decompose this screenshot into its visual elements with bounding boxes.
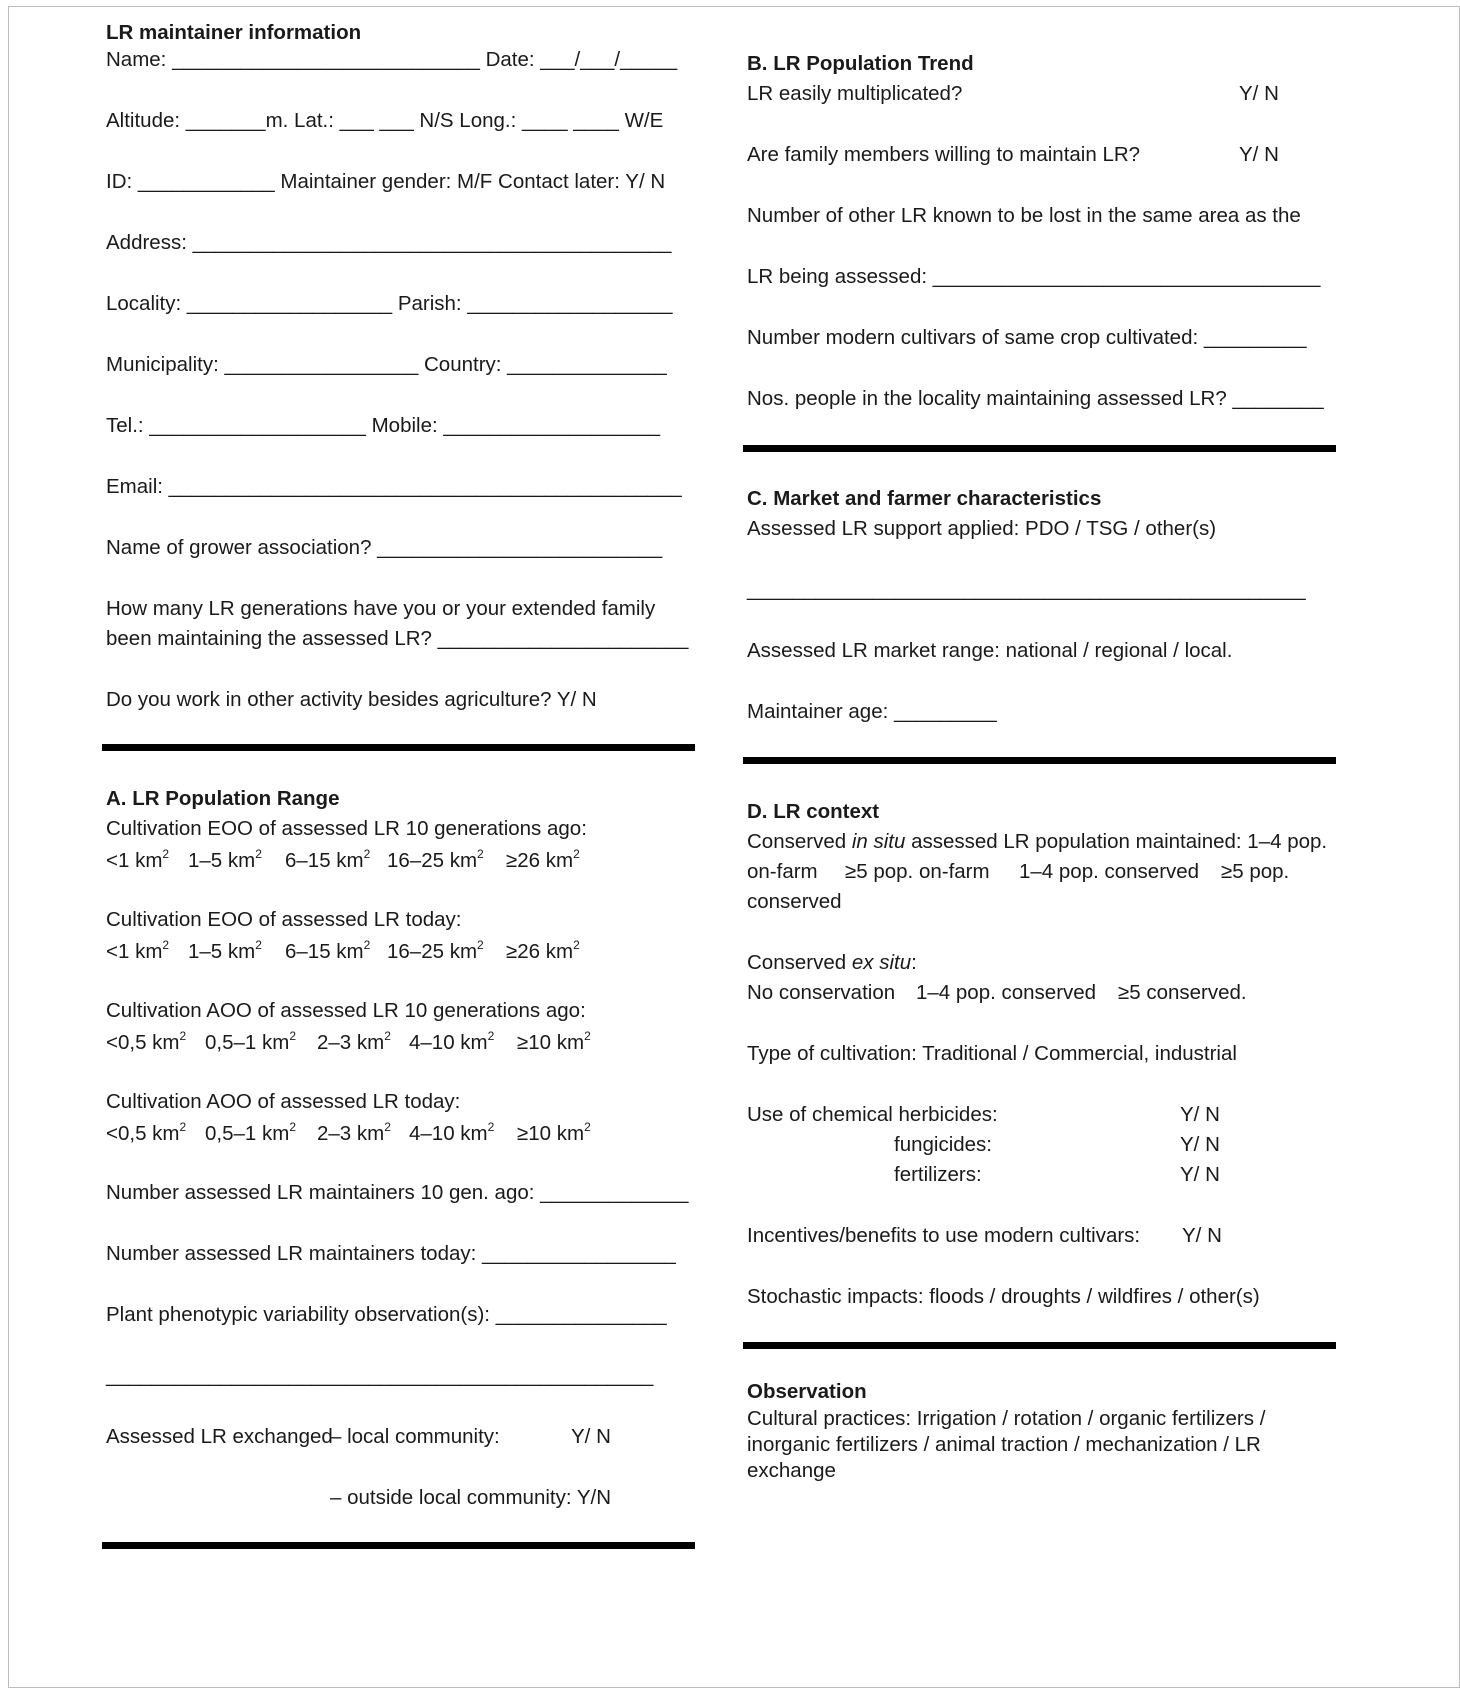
aoo-today-option: 0,5–1 $km^2$ (205, 1120, 297, 1145)
email-field: Email: _____________________________________________ (106, 475, 682, 498)
section-divider (743, 1342, 1336, 1349)
incentives-label: Incentives/benefits to use modern cultivars: (747, 1224, 1141, 1247)
in-situ-option: 1–4 pop. conserved (1019, 860, 1200, 883)
municipality-country-field: Municipality: _________________ Country: ______________ (106, 353, 667, 376)
generations-question-line2: been maintaining the assessed LR? ______________________ (106, 627, 689, 650)
ex-situ-question: Conserved ex situ: (747, 951, 917, 974)
section-b-heading: B. LR Population Trend (747, 52, 974, 75)
ex-situ-option: 1–4 pop. conserved (916, 981, 1097, 1004)
fungicides-yn: Y/ N (1180, 1133, 1220, 1156)
section-d-heading: D. LR context (747, 800, 880, 823)
survey-form-page (8, 6, 1460, 1688)
eoo-today-option: 16–25 $km^2$ (387, 938, 484, 963)
support-applied-field: Assessed LR support applied: PDO / TSG / other(s) (747, 517, 1217, 540)
family-willing-yn: Y/ N (1239, 143, 1279, 166)
eoo-past-option: 6–15 $km^2$ (285, 847, 371, 872)
name-date-field: Name: ___________________________ Date: ___/___/_____ (106, 48, 678, 71)
eoo-today-option: ≥26 $km^2$ (506, 938, 580, 963)
aoo-past-option: 2–3 $km^2$ (317, 1029, 391, 1054)
aoo-today-option: 2–3 $km^2$ (317, 1120, 391, 1145)
herbicides-label: Use of chemical herbicides: (747, 1103, 998, 1126)
aoo-today-option: ≥10 $km^2$ (517, 1120, 591, 1145)
incentives-yn: Y/ N (1182, 1224, 1222, 1247)
exchanged-local-label: – local community: (330, 1425, 500, 1448)
other-activity-question: Do you work in other activity besides agriculture? Y/ N (106, 688, 597, 711)
eoo-past-option: <1 $km^2$ (106, 847, 170, 872)
eoo-past-option: ≥26 $km^2$ (506, 847, 580, 872)
grower-association-field: Name of grower association? _________________________ (106, 536, 663, 559)
in-situ-last-word: conserved (747, 890, 842, 913)
observation-heading: Observation (747, 1380, 867, 1403)
exchanged-label: Assessed LR exchanged (106, 1425, 333, 1448)
tel-mobile-field: Tel.: ___________________ Mobile: ___________________ (106, 414, 661, 437)
market-range-field: Assessed LR market range: national / regional / local. (747, 639, 1233, 662)
aoo-past-question: Cultivation AOO of assessed LR 10 generations ago: (106, 999, 586, 1022)
ex-situ-option: ≥5 conserved. (1118, 981, 1247, 1004)
lost-lr-question-line1: Number of other LR known to be lost in the same area as the (747, 204, 1301, 227)
modern-cultivars-field: Number modern cultivars of same crop cultivated: _________ (747, 326, 1307, 349)
observation-line: inorganic fertilizers / animal traction / mechanization / LR (747, 1433, 1261, 1456)
ex-situ-option: No conservation (747, 981, 896, 1004)
herbicides-yn: Y/ N (1180, 1103, 1220, 1126)
aoo-past-option: ≥10 $km^2$ (517, 1029, 591, 1054)
altitude-lat-long-field: Altitude: _______m. Lat.: ___ ___ N/S Long.: ____ ____ W/E (106, 109, 664, 132)
eoo-past-option: 16–25 $km^2$ (387, 847, 484, 872)
section-divider (102, 1542, 695, 1549)
support-blank-line: _________________________________________________ (747, 578, 1306, 601)
aoo-today-option: <0,5 $km^2$ (106, 1120, 187, 1145)
section-divider (743, 757, 1336, 764)
in-situ-option: ≥5 pop. (1221, 860, 1290, 883)
exchanged-local-yn: Y/ N (571, 1425, 611, 1448)
aoo-today-option: 4–10 $km^2$ (409, 1120, 495, 1145)
generations-question-line1: How many LR generations have you or your extended family (106, 597, 656, 620)
variability-field: Plant phenotypic variability observation(s): _______________ (106, 1303, 667, 1326)
family-willing-question: Are family members willing to maintain LR? (747, 143, 1141, 166)
variability-blank-line: ________________________________________________ (106, 1364, 654, 1387)
section-c-heading: C. Market and farmer characteristics (747, 487, 1102, 510)
people-maintaining-field: Nos. people in the locality maintaining assessed LR? ________ (747, 387, 1324, 410)
locality-parish-field: Locality: __________________ Parish: __________________ (106, 292, 673, 315)
multiplicated-yn: Y/ N (1239, 82, 1279, 105)
eoo-today-question: Cultivation EOO of assessed LR today: (106, 908, 462, 931)
aoo-past-option: 0,5–1 $km^2$ (205, 1029, 297, 1054)
fertilizers-yn: Y/ N (1180, 1163, 1220, 1186)
eoo-past-question: Cultivation EOO of assessed LR 10 generations ago: (106, 817, 587, 840)
fungicides-label: fungicides: (894, 1133, 993, 1156)
observation-line: exchange (747, 1459, 836, 1482)
in-situ-option: on-farm (747, 860, 818, 883)
aoo-past-option: <0,5 $km^2$ (106, 1029, 187, 1054)
fertilizers-label: fertilizers: (894, 1163, 982, 1186)
maintainer-info-heading: LR maintainer information (106, 21, 362, 44)
multiplicated-question: LR easily multiplicated? (747, 82, 963, 105)
cultivation-type-field: Type of cultivation: Traditional / Commercial, industrial (747, 1042, 1237, 1065)
eoo-today-option: <1 $km^2$ (106, 938, 170, 963)
maintainer-age-field: Maintainer age: _________ (747, 700, 997, 723)
section-divider (743, 445, 1336, 452)
maintainers-today-field: Number assessed LR maintainers today: _________________ (106, 1242, 676, 1265)
section-a-heading: A. LR Population Range (106, 787, 340, 810)
maintainers-past-field: Number assessed LR maintainers 10 gen. ago: _____________ (106, 1181, 689, 1204)
exchanged-outside-field: – outside local community: Y/N (330, 1486, 612, 1509)
id-gender-contact-field: ID: ____________ Maintainer gender: M/F Contact later: Y/ N (106, 170, 666, 193)
in-situ-option: ≥5 pop. on-farm (845, 860, 990, 883)
in-situ-question: Conserved in situ assessed LR population maintained: 1–4 pop. (747, 830, 1328, 853)
aoo-past-option: 4–10 $km^2$ (409, 1029, 495, 1054)
section-divider (102, 744, 695, 751)
eoo-today-option: 1–5 $km^2$ (188, 938, 262, 963)
aoo-today-question: Cultivation AOO of assessed LR today: (106, 1090, 461, 1113)
eoo-past-option: 1–5 $km^2$ (188, 847, 262, 872)
address-field: Address: __________________________________________ (106, 231, 672, 254)
stochastic-impacts-field: Stochastic impacts: floods / droughts / wildfires / other(s) (747, 1285, 1260, 1308)
observation-line: Cultural practices: Irrigation / rotation / organic fertilizers / (747, 1407, 1266, 1430)
lost-lr-question-line2: LR being assessed: __________________________________ (747, 265, 1321, 288)
eoo-today-option: 6–15 $km^2$ (285, 938, 371, 963)
